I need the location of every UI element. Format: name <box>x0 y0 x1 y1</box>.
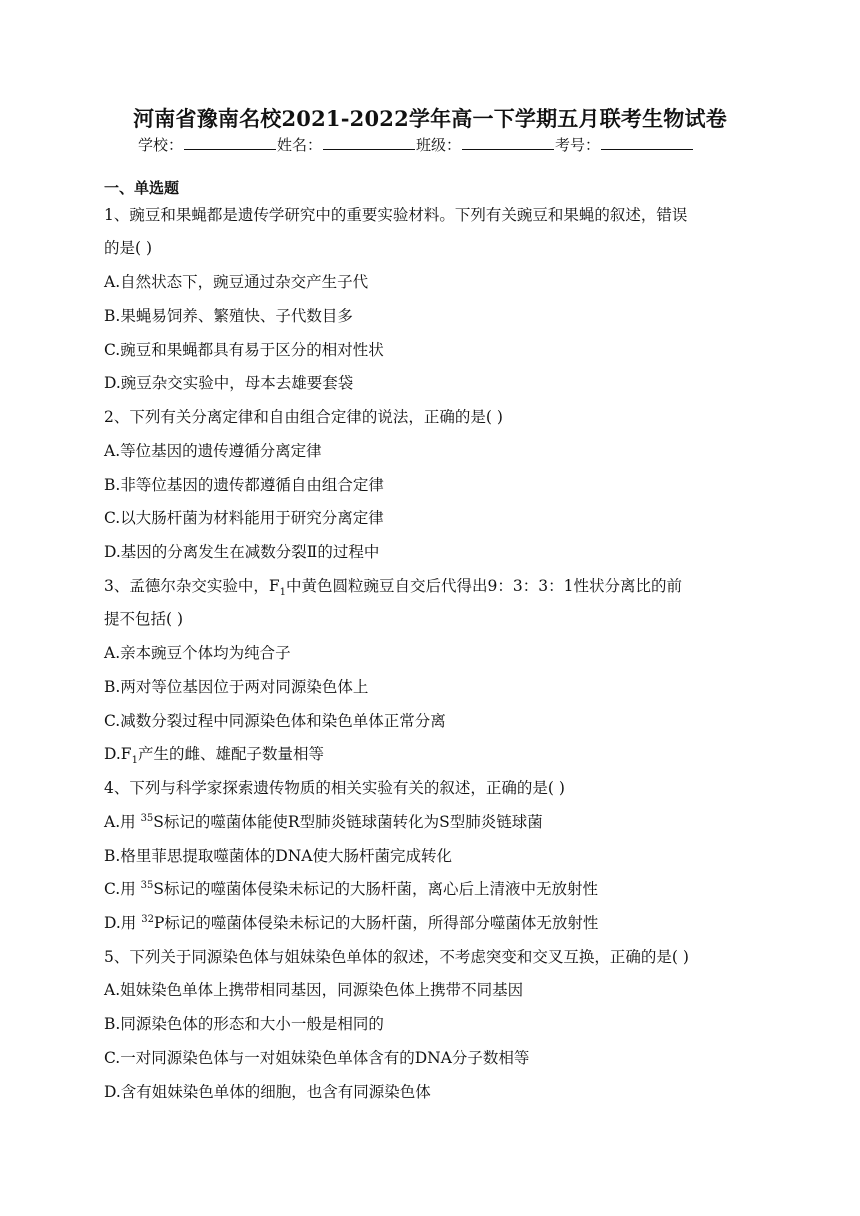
name-blank <box>323 135 415 150</box>
q4-c-pre: C.用 <box>104 880 141 898</box>
q2-option-a: A.等位基因的遗传遵循分离定律 <box>104 442 322 460</box>
q1-option-b: B.果蝇易饲养、繁殖快、子代数目多 <box>104 307 353 325</box>
q3-stem-post: 中黄色圆粒豌豆自交后代得出9：3：3：1性状分离比的前 <box>286 577 682 595</box>
q3-d-subscript: 1 <box>131 755 138 767</box>
q4-c-superscript: 35 <box>140 879 154 891</box>
exam-number-blank <box>601 135 693 150</box>
q1-option-d: D.豌豆杂交实验中，母本去雄要套袋 <box>104 374 354 392</box>
q3-stem-line1 <box>104 576 682 599</box>
q4-a-post: S标记的噬菌体能使R型肺炎链球菌转化为S型肺炎链球菌 <box>153 813 543 831</box>
q5-option-a: A.姐妹染色单体上携带相同基因，同源染色体上携带不同基因 <box>104 981 524 999</box>
q5-option-b: B.同源染色体的形态和大小一般是相同的 <box>104 1015 384 1033</box>
q5-option-c: C.一对同源染色体与一对姐妹染色单体含有的DNA分子数相等 <box>104 1049 530 1067</box>
q2-option-c: C.以大肠杆菌为材料能用于研究分离定律 <box>104 509 384 527</box>
school-blank <box>184 135 276 150</box>
q3-option-a: A.亲本豌豆个体均为纯合子 <box>104 644 291 662</box>
q3-stem-subscript: 1 <box>279 587 286 599</box>
q2-stem: 2、下列有关分离定律和自由组合定律的说法，正确的是( ) <box>104 408 503 426</box>
q3-option-d <box>104 744 324 767</box>
school-label: 学校： <box>138 136 184 154</box>
q2-option-d: D.基因的分离发生在减数分裂Ⅱ的过程中 <box>104 543 380 561</box>
q4-a-superscript: 35 <box>140 812 154 824</box>
q1-stem-line1: 1、豌豆和果蝇都是遗传学研究中的重要实验材料。下列有关豌豆和果蝇的叙述，错误 <box>104 206 688 224</box>
q3-d-pre: D.F <box>104 745 132 763</box>
q3-option-c: C.减数分裂过程中同源染色体和染色单体正常分离 <box>104 712 446 730</box>
q4-d-pre: D.用 <box>104 914 142 932</box>
student-info-fields <box>138 134 694 155</box>
q1-stem-line2: 的是( ) <box>104 239 153 257</box>
q4-d-post: P标记的噬菌体侵染未标记的大肠杆菌，所得部分噬菌体无放射性 <box>153 914 599 932</box>
q4-c-post: S标记的噬菌体侵染未标记的大肠杆菌，离心后上清液中无放射性 <box>153 880 599 898</box>
q1-option-a: A.自然状态下，豌豆通过杂交产生子代 <box>104 273 369 291</box>
section-heading: 一、单选题 <box>104 179 180 197</box>
class-blank <box>462 135 554 150</box>
name-label: 姓名： <box>277 136 323 154</box>
q4-a-pre: A.用 <box>104 813 141 831</box>
q3-option-b: B.两对等位基因位于两对同源染色体上 <box>104 678 369 696</box>
exam-number-label: 考号： <box>555 136 601 154</box>
q4-d-superscript: 32 <box>141 913 154 925</box>
q4-option-b: B.格里菲思提取噬菌体的DNA使大肠杆菌完成转化 <box>104 847 453 865</box>
q5-stem: 5、下列关于同源染色体与姐妹染色单体的叙述，不考虑突变和交叉互换，正确的是( ) <box>104 948 689 966</box>
q4-option-a <box>104 812 543 832</box>
exam-title: 河南省豫南名校2021-2022学年高一下学期五月联考生物试卷 <box>133 106 727 131</box>
q2-option-b: B.非等位基因的遗传都遵循自由组合定律 <box>104 476 384 494</box>
q3-stem-pre: 3、孟德尔杂交实验中，F <box>104 577 280 595</box>
q1-option-c: C.豌豆和果蝇都具有易于区分的相对性状 <box>104 341 384 359</box>
q3-d-post: 产生的雌、雄配子数量相等 <box>137 745 324 763</box>
q5-option-d: D.含有姐妹染色单体的细胞，也含有同源染色体 <box>104 1083 431 1101</box>
q4-option-d <box>104 913 598 933</box>
q4-option-c <box>104 879 598 899</box>
class-label: 班级： <box>416 136 462 154</box>
q3-stem-line2: 提不包括( ) <box>104 610 184 628</box>
q4-stem: 4、下列与科学家探索遗传物质的相关实验有关的叙述，正确的是( ) <box>104 779 565 797</box>
